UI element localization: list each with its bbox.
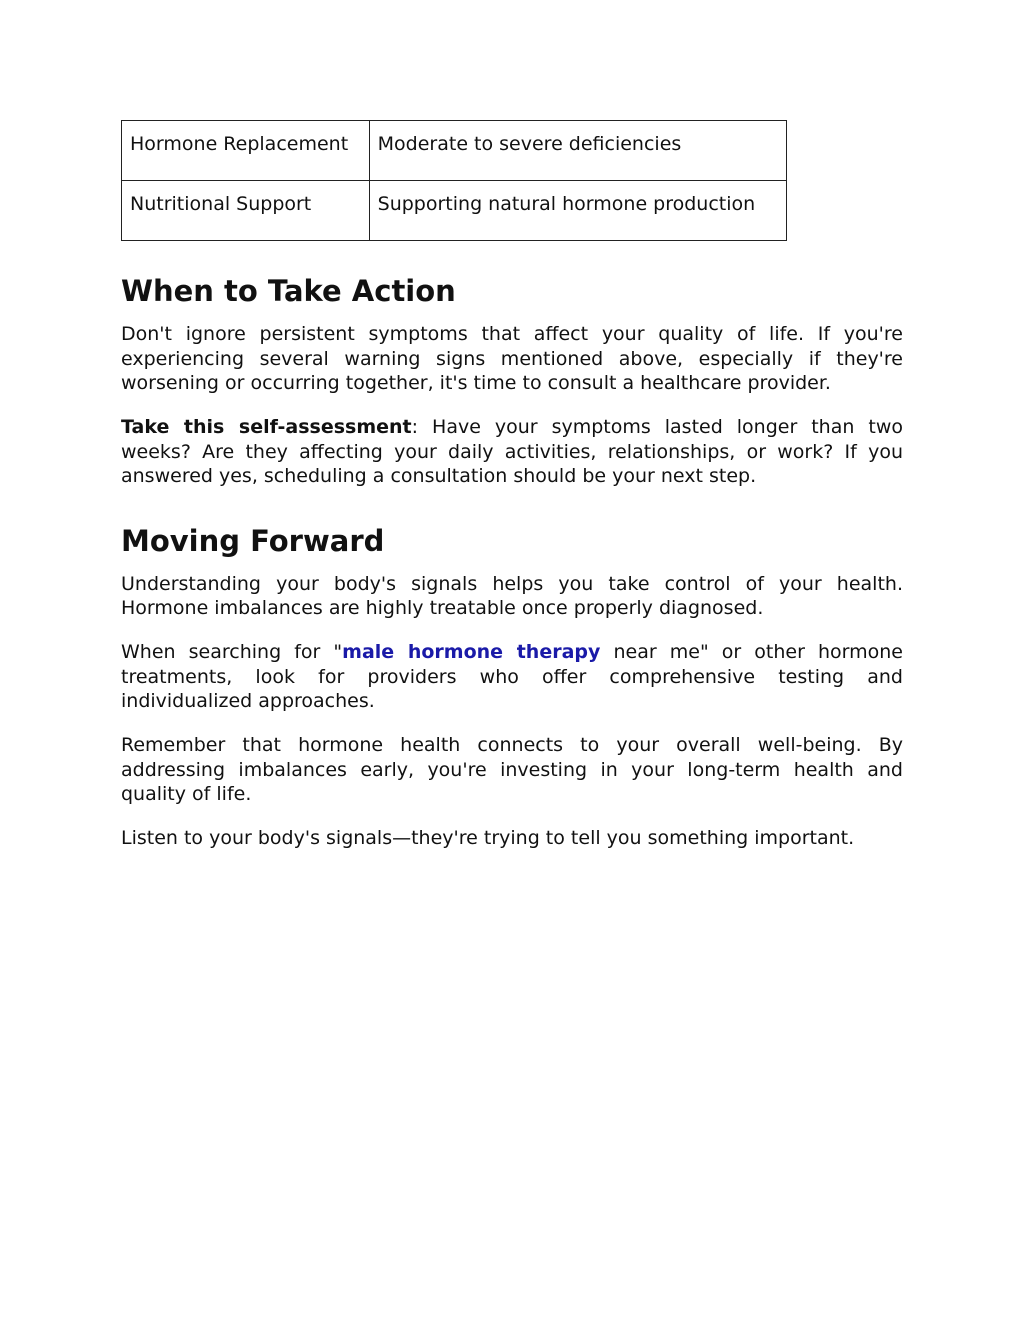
treatment-table (121, 120, 787, 241)
paragraph-hormone-health: Remember that hormone health connects to your overall well-being. By addressing imbalances early, you're investing in your long-term health and quality of life. (121, 734, 903, 805)
table-cell-use: Moderate to severe deficiencies (369, 121, 786, 181)
paragraph-understanding-signals: Understanding your body's signals helps you take control of your health. Hormone imbalances are highly treatable once properly diagnosed. (121, 572, 903, 619)
table-cell-use: Supporting natural hormone production (369, 181, 786, 241)
table-cell-treatment: Nutritional Support (122, 181, 370, 241)
paragraph-listen: Listen to your body's signals—they're trying to tell you something important. (121, 827, 855, 849)
table-row (122, 181, 787, 241)
table-row (122, 121, 787, 181)
paragraph-searching (121, 640, 903, 714)
paragraph-self-assessment (121, 415, 903, 489)
self-assessment-label: Take this self-assessment (121, 416, 412, 438)
heading-moving-forward: Moving Forward (121, 523, 385, 558)
male-hormone-therapy-link[interactable]: male hormone therapy (342, 641, 601, 663)
self-assessment-text: : Have your symptoms lasted longer than two weeks? Are they affecting your daily activities, relationships, or work? If you answered yes, scheduling a consultation should be your next step. (121, 416, 903, 487)
table-cell-treatment: Hormone Replacement (122, 121, 370, 181)
document-page (121, 120, 903, 851)
searching-text-before: When searching for " (121, 641, 343, 663)
searching-text-after: near me" or other hormone treatments, look for providers who offer comprehensive testing and individualized approaches. (121, 641, 903, 712)
paragraph-persistent-symptoms: Don't ignore persistent symptoms that affect your quality of life. If you're experiencing several warning signs mentioned above, especially if they're worsening or occurring together, it's time to consult a healthcare provider. (121, 323, 903, 394)
heading-when-to-take-action: When to Take Action (121, 274, 456, 308)
